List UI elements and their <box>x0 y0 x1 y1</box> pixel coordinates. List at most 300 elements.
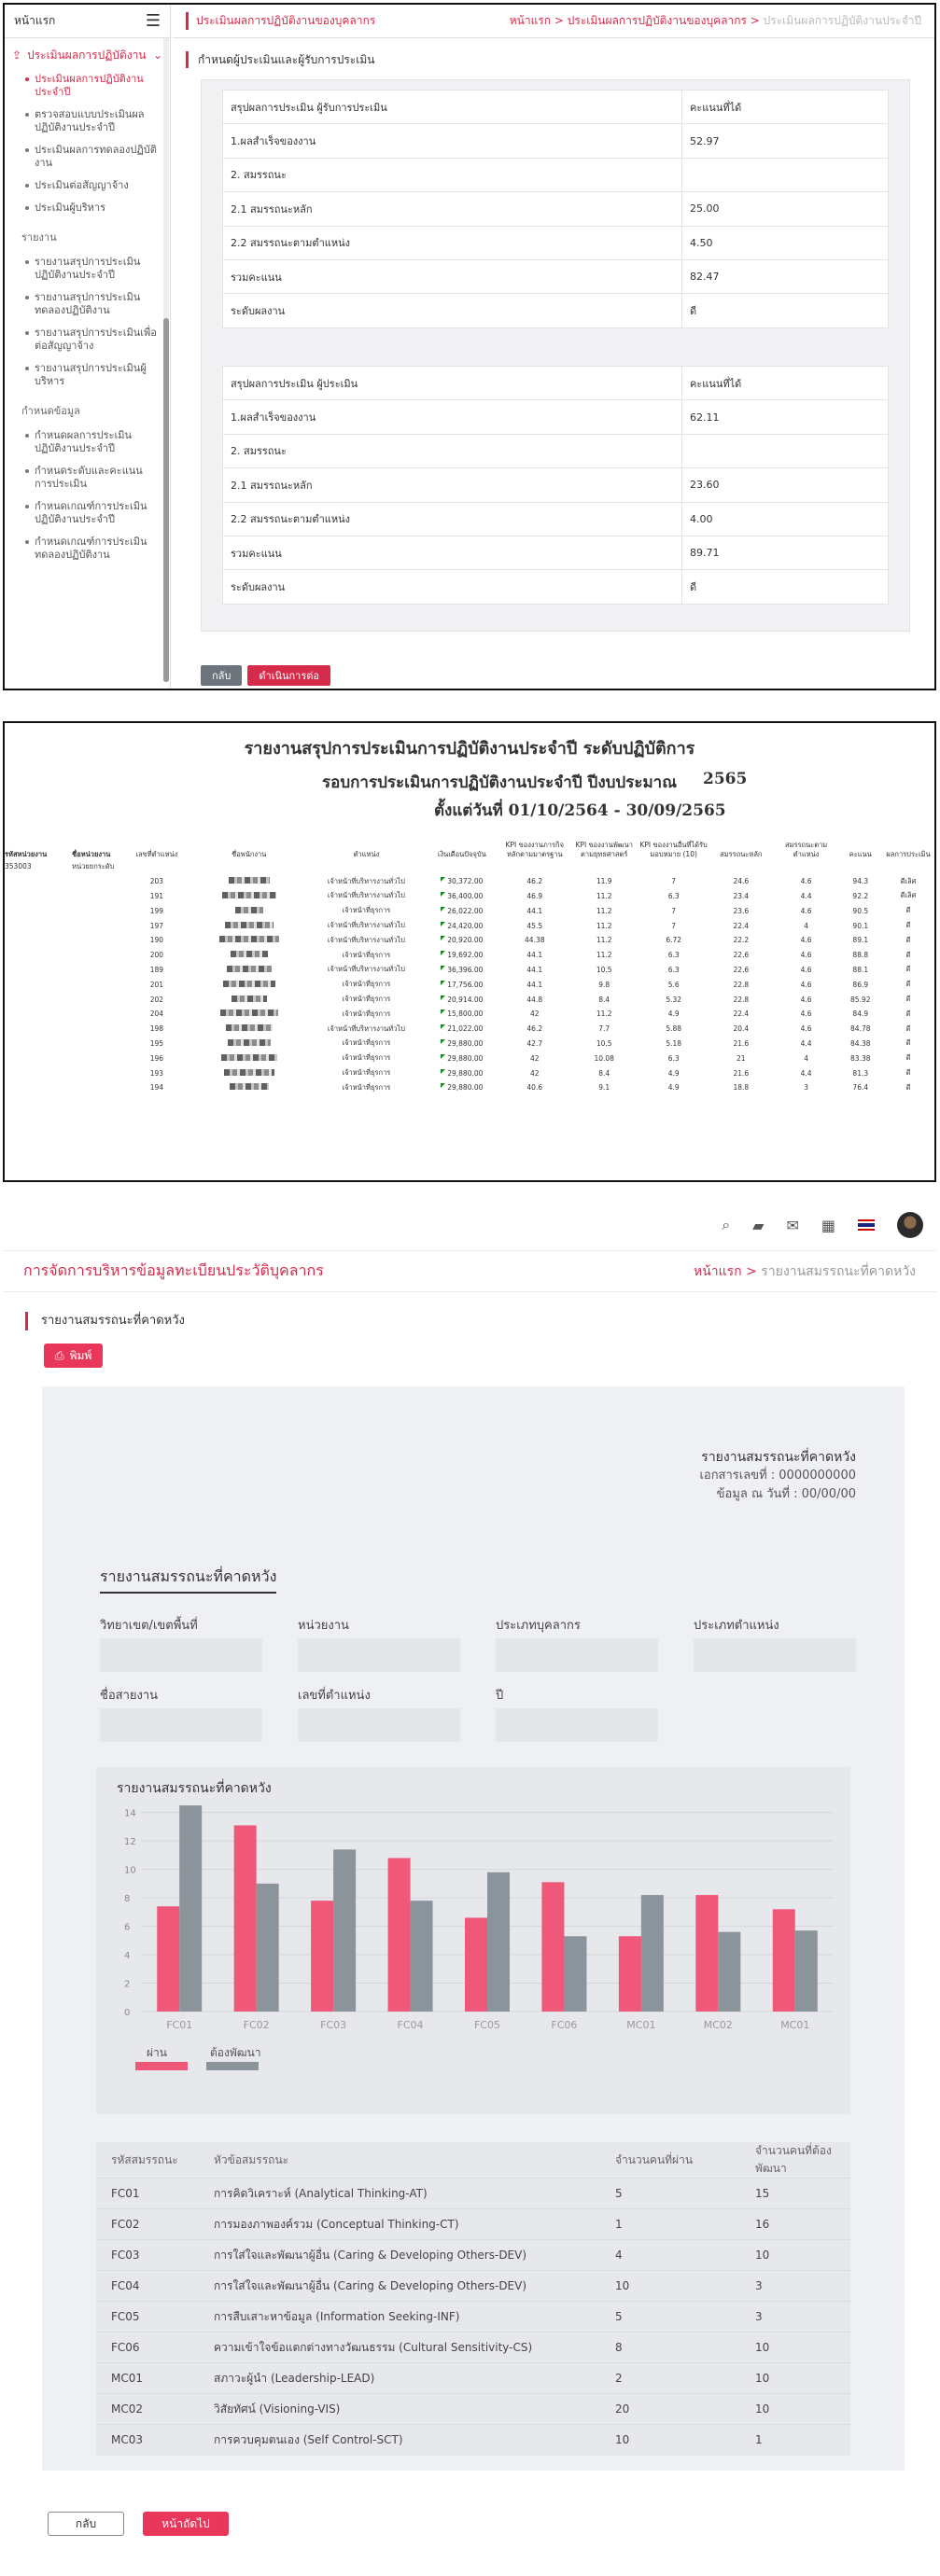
sidebar-group-evaluation[interactable] <box>5 38 170 68</box>
score-cell: 46.9 <box>526 891 543 900</box>
position-no: 202 <box>149 995 164 1004</box>
employee-name-redacted <box>189 889 309 904</box>
sidebar-item-report-contract[interactable]: รายงานสรุปการประเมินเพื่อต่อสัญญาจ้าง <box>5 322 170 357</box>
salary-cell <box>424 1037 499 1051</box>
redacted-name <box>224 1069 274 1076</box>
continue-button[interactable]: ดำเนินการต่อ <box>247 665 330 686</box>
score-cell: 44.1 <box>526 951 543 960</box>
score-cell: 11.2 <box>596 936 612 945</box>
score-cell: 10.08 <box>594 1053 614 1063</box>
bar-pass[interactable] <box>311 1901 333 2012</box>
cell-flag-icon <box>441 907 445 912</box>
sidebar-item-contract[interactable]: ประเมินต่อสัญญาจ้าง <box>5 174 170 197</box>
empty-cell <box>638 859 708 874</box>
score-cell: 84.38 <box>850 1038 871 1048</box>
score-cell: 18.8 <box>733 1083 750 1093</box>
score-cell: ดีเลิศ <box>900 891 917 900</box>
menu-icon[interactable]: ☰ <box>145 11 161 31</box>
score-cell: 90.1 <box>852 921 869 930</box>
score-cell: 84.9 <box>852 1010 869 1019</box>
score-cell: 4.6 <box>800 995 812 1004</box>
y-tick-label: 6 <box>124 1922 131 1933</box>
x-tick-label: MC02 <box>703 2019 733 2031</box>
bar-develop[interactable] <box>487 1873 510 2012</box>
chart-svg <box>96 1767 850 2114</box>
bar-pass[interactable] <box>234 1825 257 2012</box>
legend-swatch[interactable] <box>135 2062 188 2070</box>
report-print-panel <box>3 721 936 1182</box>
sidebar-item-exec[interactable]: ประเมินผู้บริหาร <box>5 197 170 219</box>
score-cell: ดี <box>905 995 911 1004</box>
score-cell: 4.6 <box>800 1024 812 1034</box>
empty-cell <box>5 918 72 933</box>
empty-cell <box>189 859 309 874</box>
legend-label: ผ่าน <box>147 2046 167 2059</box>
salary-value: 36,396.00 <box>447 965 484 974</box>
cell-flag-icon <box>441 966 445 970</box>
score-cell: 6.3 <box>667 891 680 900</box>
competency-row <box>96 2394 850 2425</box>
summary-score: 89.71 <box>682 536 889 569</box>
search-icon[interactable]: ⌕ <box>722 1216 731 1233</box>
competency-cell: 1 <box>740 2425 850 2456</box>
salary-value: 29,880.00 <box>447 1068 484 1078</box>
redacted-name <box>223 981 275 987</box>
score-cell: 4.6 <box>800 936 812 945</box>
cell-flag-icon <box>441 1083 445 1088</box>
score-cell: 4.4 <box>800 1068 812 1078</box>
competency-report-page <box>3 1202 936 2573</box>
x-tick-label: FC02 <box>243 2019 270 2031</box>
competency-cell: วิสัยทัศน์ (Visioning-VIS) <box>199 2394 600 2425</box>
report-row <box>5 977 934 992</box>
sidebar-item-config-annual[interactable]: กำหนดเกณฑ์การประเมินปฏิบัติงานประจำปี <box>5 495 170 531</box>
sidebar-item-config-trial[interactable]: กำหนดเกณฑ์การประเมินทดลองปฏิบัติงาน <box>5 531 170 566</box>
salary-value: 20,920.00 <box>447 936 484 945</box>
summary-row <box>223 434 889 467</box>
sidebar <box>5 5 171 689</box>
position-no: 196 <box>149 1053 164 1063</box>
breadcrumb-home[interactable]: หน้าแรก <box>509 14 552 27</box>
score-cell: 42 <box>529 1068 540 1078</box>
summary-row <box>223 259 889 293</box>
score-cell: 92.2 <box>852 891 869 900</box>
summary-card <box>201 79 910 632</box>
position-no: 190 <box>149 936 164 945</box>
empty-cell <box>569 859 638 874</box>
competency-cell: 4 <box>600 2240 740 2271</box>
summary-row <box>223 91 889 124</box>
score-cell: 8.4 <box>598 995 610 1004</box>
competency-row <box>96 2363 850 2394</box>
score-cell: ดี <box>905 935 911 944</box>
score-cell: 11.2 <box>596 951 612 960</box>
score-cell: 4 <box>804 921 808 930</box>
unit-label: หน่วยงาน <box>298 1619 349 1633</box>
competency-cell: 15 <box>740 2179 850 2209</box>
score-cell: 21 <box>737 1053 746 1063</box>
score-cell: 7 <box>671 906 677 915</box>
salary-value: 19,692.00 <box>447 951 484 960</box>
score-cell: 9.1 <box>598 1083 610 1093</box>
avatar[interactable] <box>897 1212 923 1238</box>
chat-icon[interactable]: ▰ <box>752 1216 765 1234</box>
bar-pass[interactable] <box>773 1909 795 2012</box>
legend-swatch[interactable] <box>206 2062 259 2070</box>
empty-cell <box>72 918 124 933</box>
empty-cell <box>72 874 124 889</box>
salary-cell <box>424 1065 499 1080</box>
breadcrumb <box>694 1261 916 1282</box>
y-tick-label: 10 <box>124 1865 136 1876</box>
employee-name-redacted <box>189 948 309 963</box>
breadcrumb-sep: > <box>750 14 760 27</box>
score-cell: 44.8 <box>526 995 543 1004</box>
bar-pass[interactable] <box>619 1936 641 2012</box>
report-card <box>42 1386 905 2471</box>
score-cell: 90.5 <box>852 906 869 915</box>
empty-cell <box>72 1022 124 1037</box>
empty-cell <box>309 859 424 874</box>
report-row <box>5 948 934 963</box>
competency-cell: 2 <box>600 2363 740 2394</box>
sidebar-item-report-annual[interactable]: รายงานสรุปการประเมินปฏิบัติงานประจำปี <box>5 251 170 286</box>
sidebar-item-report-trial[interactable]: รายงานสรุปการประเมินทดลองปฏิบัติงาน <box>5 286 170 322</box>
next-page-button[interactable]: หน้าถัดไป <box>143 2512 229 2536</box>
competency-cell: FC01 <box>96 2179 199 2209</box>
page-header <box>3 1250 936 1292</box>
competency-table <box>96 2142 850 2456</box>
redacted-name <box>225 922 274 928</box>
score-cell: 44.1 <box>526 965 543 974</box>
summary-label: 2. สมรรถนะ <box>223 158 682 191</box>
bar-develop[interactable] <box>333 1849 356 2012</box>
empty-cell <box>72 1037 124 1051</box>
sidebar-section-report: รายงาน <box>21 231 57 244</box>
competency-col-header: จำนวนคนที่ผ่าน <box>615 2152 694 2166</box>
sidebar-item-config-level[interactable]: กำหนดระดับและคะแนนการประเมิน <box>5 460 170 495</box>
redacted-name <box>231 996 267 1002</box>
employee-name-redacted <box>189 1080 309 1095</box>
score-cell: 21.6 <box>733 1068 750 1078</box>
empty-cell <box>72 1051 124 1065</box>
summary-label: ระดับผลงาน <box>223 570 682 604</box>
empty-cell <box>72 889 124 904</box>
cell-flag-icon <box>441 981 445 985</box>
page-header <box>173 5 934 38</box>
position-no: 201 <box>149 980 164 989</box>
bar-develop[interactable] <box>257 1884 279 2012</box>
position-title: เจ้าหน้าที่ธุรการ <box>342 1068 391 1078</box>
campus-label: วิทยาเขต/เขตพื้นที่ <box>100 1619 198 1633</box>
score-cell: 9.8 <box>598 980 610 989</box>
bar-develop[interactable] <box>795 1930 818 2012</box>
score-cell: 11.2 <box>596 1010 612 1019</box>
bar-pass[interactable] <box>388 1858 411 2012</box>
report-col-header: ผลการประเมิน <box>886 850 931 858</box>
bar-pass[interactable] <box>541 1882 564 2012</box>
report-title: รายงานสรุปการประเมินการปฏิบัติงานประจำปี ระดับปฏิบัติการ <box>244 739 695 759</box>
bar-develop[interactable] <box>641 1895 664 2012</box>
report-row <box>5 1065 934 1080</box>
score-cell: 6.3 <box>667 965 680 974</box>
competency-cell: 5 <box>600 2179 740 2209</box>
competency-cell: MC03 <box>96 2425 199 2456</box>
empty-cell <box>5 948 72 963</box>
bar-develop[interactable] <box>179 1805 202 2012</box>
competency-cell: FC04 <box>96 2271 199 2302</box>
score-cell: 5.32 <box>666 995 682 1004</box>
position-title: เจ้าหน้าที่ธุรการ <box>342 906 391 915</box>
empty-cell <box>500 859 569 874</box>
report-row <box>5 903 934 918</box>
summary-label: 1.ผลสำเร็จของงาน <box>223 124 682 158</box>
redacted-name <box>235 907 263 913</box>
sidebar-group-label: ประเมินผลการปฏิบัติงาน <box>27 49 147 62</box>
back-button[interactable]: กลับ <box>201 665 242 686</box>
campus-field[interactable] <box>100 1638 262 1672</box>
breadcrumb-mid[interactable]: ประเมินผลการปฏิบัติงานของบุคลากร <box>567 14 747 27</box>
evaluation-panel <box>3 3 936 690</box>
salary-value: 17,756.00 <box>447 980 484 989</box>
competency-col-header: หัวข้อสมรรถนะ <box>214 2152 289 2166</box>
cell-flag-icon <box>441 1024 445 1029</box>
score-cell: 7.7 <box>598 1024 610 1034</box>
bar-develop[interactable] <box>411 1901 433 2012</box>
chart-title: รายงานสมรรถนะที่คาดหวัง <box>117 1781 272 1796</box>
report-row <box>5 918 934 933</box>
competency-chart <box>96 1767 850 2114</box>
sidebar-item-check[interactable]: ตรวจสอบแบบประเมินผลปฏิบัติงานประจำปี <box>5 104 170 139</box>
summary-label: ระดับผลงาน <box>223 294 682 327</box>
salary-cell <box>424 948 499 963</box>
competency-col-header: จำนวนคนที่ต้องพัฒนา <box>755 2144 832 2175</box>
score-cell: 6.72 <box>666 936 682 945</box>
empty-cell <box>5 933 72 948</box>
report-col-header: เลขที่ตำแหน่ง <box>135 850 178 858</box>
salary-cell <box>424 903 499 918</box>
score-cell: 86.9 <box>852 980 869 989</box>
summary-score: 23.60 <box>682 468 889 502</box>
score-cell: ดี <box>905 906 911 915</box>
salary-value: 20,914.00 <box>447 995 484 1004</box>
score-cell: 4.4 <box>800 891 812 900</box>
redacted-name <box>221 1054 277 1061</box>
score-cell: ดี <box>905 921 911 930</box>
cell-flag-icon <box>441 1054 445 1059</box>
position-title: เจ้าหน้าที่บริหารงานทั่วไป <box>327 965 405 974</box>
year-field[interactable] <box>496 1708 658 1742</box>
employee-name-redacted <box>189 874 309 889</box>
competency-cell: 10 <box>740 2332 850 2363</box>
salary-cell <box>424 933 499 948</box>
position-type-field[interactable] <box>694 1638 856 1672</box>
redacted-name <box>220 1010 278 1016</box>
score-cell: 42 <box>529 1053 540 1063</box>
employee-name-redacted <box>189 1037 309 1051</box>
competency-row <box>96 2332 850 2363</box>
flag-icon[interactable] <box>858 1219 875 1231</box>
competency-cell: 10 <box>600 2271 740 2302</box>
summary-label: รวมคะแนน <box>223 536 682 569</box>
empty-cell <box>5 1022 72 1037</box>
report-row <box>5 963 934 978</box>
competency-row <box>96 2425 850 2456</box>
salary-cell <box>424 918 499 933</box>
competency-cell: MC01 <box>96 2363 199 2394</box>
mail-icon[interactable]: ✉ <box>786 1216 799 1234</box>
position-title: เจ้าหน้าที่ธุรการ <box>342 950 391 959</box>
page-title: การจัดการบริหารข้อมูลทะเบียนประวัติบุคลากร <box>23 1261 324 1279</box>
x-tick-label: MC01 <box>626 2019 656 2031</box>
score-cell: 22.2 <box>733 936 750 945</box>
score-cell: ดี <box>905 1082 911 1092</box>
score-cell: 40.6 <box>526 1083 543 1093</box>
redacted-name <box>222 892 276 898</box>
career-line-label: ชื่อสายงาน <box>100 1689 159 1703</box>
sidebar-home-link[interactable]: หน้าแรก <box>14 14 56 27</box>
sidebar-item-trial[interactable]: ประเมินผลการทดลองปฏิบัติงาน <box>5 139 170 174</box>
as-of-date: ข้อมูล ณ วันที่ : 00/00/00 <box>716 1487 856 1501</box>
y-tick-label: 2 <box>124 1979 131 1990</box>
score-cell: ดี <box>905 1009 911 1018</box>
position-title: เจ้าหน้าที่บริหารงานทั่วไป <box>327 921 405 930</box>
score-cell: 6.3 <box>667 951 680 960</box>
sidebar-scrollbar[interactable] <box>163 38 169 682</box>
summary-score <box>682 434 889 467</box>
unit-name: หน่วยยกระดับ <box>72 861 115 870</box>
position-no: 194 <box>149 1083 164 1093</box>
score-cell: 4 <box>804 1053 808 1063</box>
summary-score: 4.50 <box>682 226 889 259</box>
score-cell: 76.4 <box>852 1083 869 1093</box>
competency-cell: สภาวะผู้นำ (Leadership-LEAD) <box>199 2363 600 2394</box>
empty-cell <box>5 1080 72 1095</box>
empty-cell <box>72 1080 124 1095</box>
competency-cell: การใส่ใจและพัฒนาผู้อื่น (Caring & Developing Others-DEV) <box>199 2271 600 2302</box>
print-button[interactable] <box>44 1344 103 1368</box>
sidebar-item-config-result[interactable]: กำหนดผลการประเมินปฏิบัติงานประจำปี <box>5 425 170 460</box>
summary-label: 2.2 สมรรถนะตามตำแหน่ง <box>223 502 682 536</box>
printer-icon: ⎙ <box>55 1348 64 1362</box>
summary-row <box>223 570 889 604</box>
employee-name-redacted <box>189 977 309 992</box>
unit-row <box>5 859 934 874</box>
summary-label: 2.1 สมรรถนะหลัก <box>223 192 682 226</box>
score-cell: 46.2 <box>526 1024 543 1034</box>
report-heading <box>699 1448 856 1504</box>
bar-pass[interactable] <box>465 1917 487 2012</box>
chevron-down-icon: ⌄ <box>152 49 162 62</box>
x-tick-label: MC01 <box>780 2019 810 2031</box>
competency-cell: 20 <box>600 2394 740 2425</box>
competency-cell: การควบคุมตนเอง (Self Control-SCT) <box>199 2425 600 2456</box>
competency-cell: 10 <box>740 2394 850 2425</box>
redacted-name <box>219 936 279 942</box>
breadcrumb-sep: > <box>746 1263 757 1279</box>
empty-cell <box>72 1065 124 1080</box>
salary-cell <box>424 1080 499 1095</box>
summary-row <box>223 226 889 259</box>
salary-cell <box>424 992 499 1007</box>
summary-label: สรุปผลการประเมิน ผู้รับการประเมิน <box>223 91 682 124</box>
competency-row <box>96 2179 850 2209</box>
sidebar-item-annual[interactable]: ประเมินผลการปฏิบัติงานประจำปี <box>5 68 170 104</box>
score-cell: 22.8 <box>733 995 750 1004</box>
career-line-field[interactable] <box>100 1708 262 1742</box>
empty-cell <box>72 933 124 948</box>
employee-name-redacted <box>189 1007 309 1022</box>
empty-cell <box>5 1065 72 1080</box>
score-cell: 5.6 <box>667 980 680 989</box>
salary-value: 29,880.00 <box>447 1083 484 1093</box>
empty-cell <box>774 859 839 874</box>
report-row <box>5 874 934 889</box>
staff-type-field[interactable] <box>496 1638 658 1672</box>
back-button[interactable]: กลับ <box>48 2512 124 2536</box>
bar-pass[interactable] <box>157 1906 179 2012</box>
breadcrumb <box>510 12 921 30</box>
unit-code: 353003 <box>5 862 32 871</box>
score-cell: 8.4 <box>598 1068 610 1078</box>
section-subtitle: กำหนดผู้ประเมินและผู้รับการประเมิน <box>186 51 923 68</box>
doc-number: เอกสารเลขที่ : 0000000000 <box>699 1469 856 1483</box>
empty-cell <box>72 903 124 918</box>
unit-field[interactable] <box>298 1638 460 1672</box>
score-cell: ดี <box>905 965 911 974</box>
summary-row <box>223 400 889 434</box>
scrollbar-thumb[interactable] <box>163 318 169 682</box>
salary-cell <box>424 1022 499 1037</box>
report-col-header: ตำแหน่ง <box>353 850 380 858</box>
top-bar <box>3 1202 936 1248</box>
summary-label: 2. สมรรถนะ <box>223 434 682 467</box>
summary-score: 62.11 <box>682 400 889 434</box>
position-title: เจ้าหน้าที่บริหารงานทั่วไป <box>327 891 405 900</box>
salary-value: 26,022.00 <box>447 906 484 915</box>
score-cell: 85.92 <box>850 995 871 1004</box>
action-buttons <box>201 665 330 686</box>
summary-row <box>223 502 889 536</box>
cell-flag-icon <box>441 922 445 926</box>
score-cell: 22.8 <box>733 980 750 989</box>
sidebar-item-report-exec[interactable]: รายงานสรุปการประเมินผู้บริหาร <box>5 357 170 393</box>
bar-develop[interactable] <box>564 1936 586 2012</box>
x-tick-label: FC04 <box>397 2019 424 2031</box>
competency-row <box>96 2302 850 2332</box>
score-cell: 4.9 <box>667 1083 680 1093</box>
position-no-field[interactable] <box>298 1708 460 1742</box>
report-row <box>5 1051 934 1065</box>
grid-icon[interactable]: ▦ <box>821 1216 835 1234</box>
breadcrumb-home[interactable]: หน้าแรก <box>693 1263 742 1279</box>
position-no: 195 <box>149 1038 164 1048</box>
cell-flag-icon <box>441 1010 445 1014</box>
report-col-header: รหัสหน่วยงาน <box>5 850 48 858</box>
position-no: 204 <box>149 1010 164 1019</box>
position-type-label: ประเภทตำแหน่ง <box>694 1619 779 1633</box>
empty-cell <box>5 977 72 992</box>
employee-name-redacted <box>189 963 309 978</box>
empty-cell <box>882 859 934 874</box>
report-row <box>5 889 934 904</box>
x-tick-label: FC05 <box>473 2019 501 2031</box>
bar-pass[interactable] <box>695 1895 718 2012</box>
empty-cell <box>5 889 72 904</box>
empty-cell <box>72 963 124 978</box>
bar-develop[interactable] <box>718 1932 740 2012</box>
score-cell: 22.4 <box>733 1010 750 1019</box>
